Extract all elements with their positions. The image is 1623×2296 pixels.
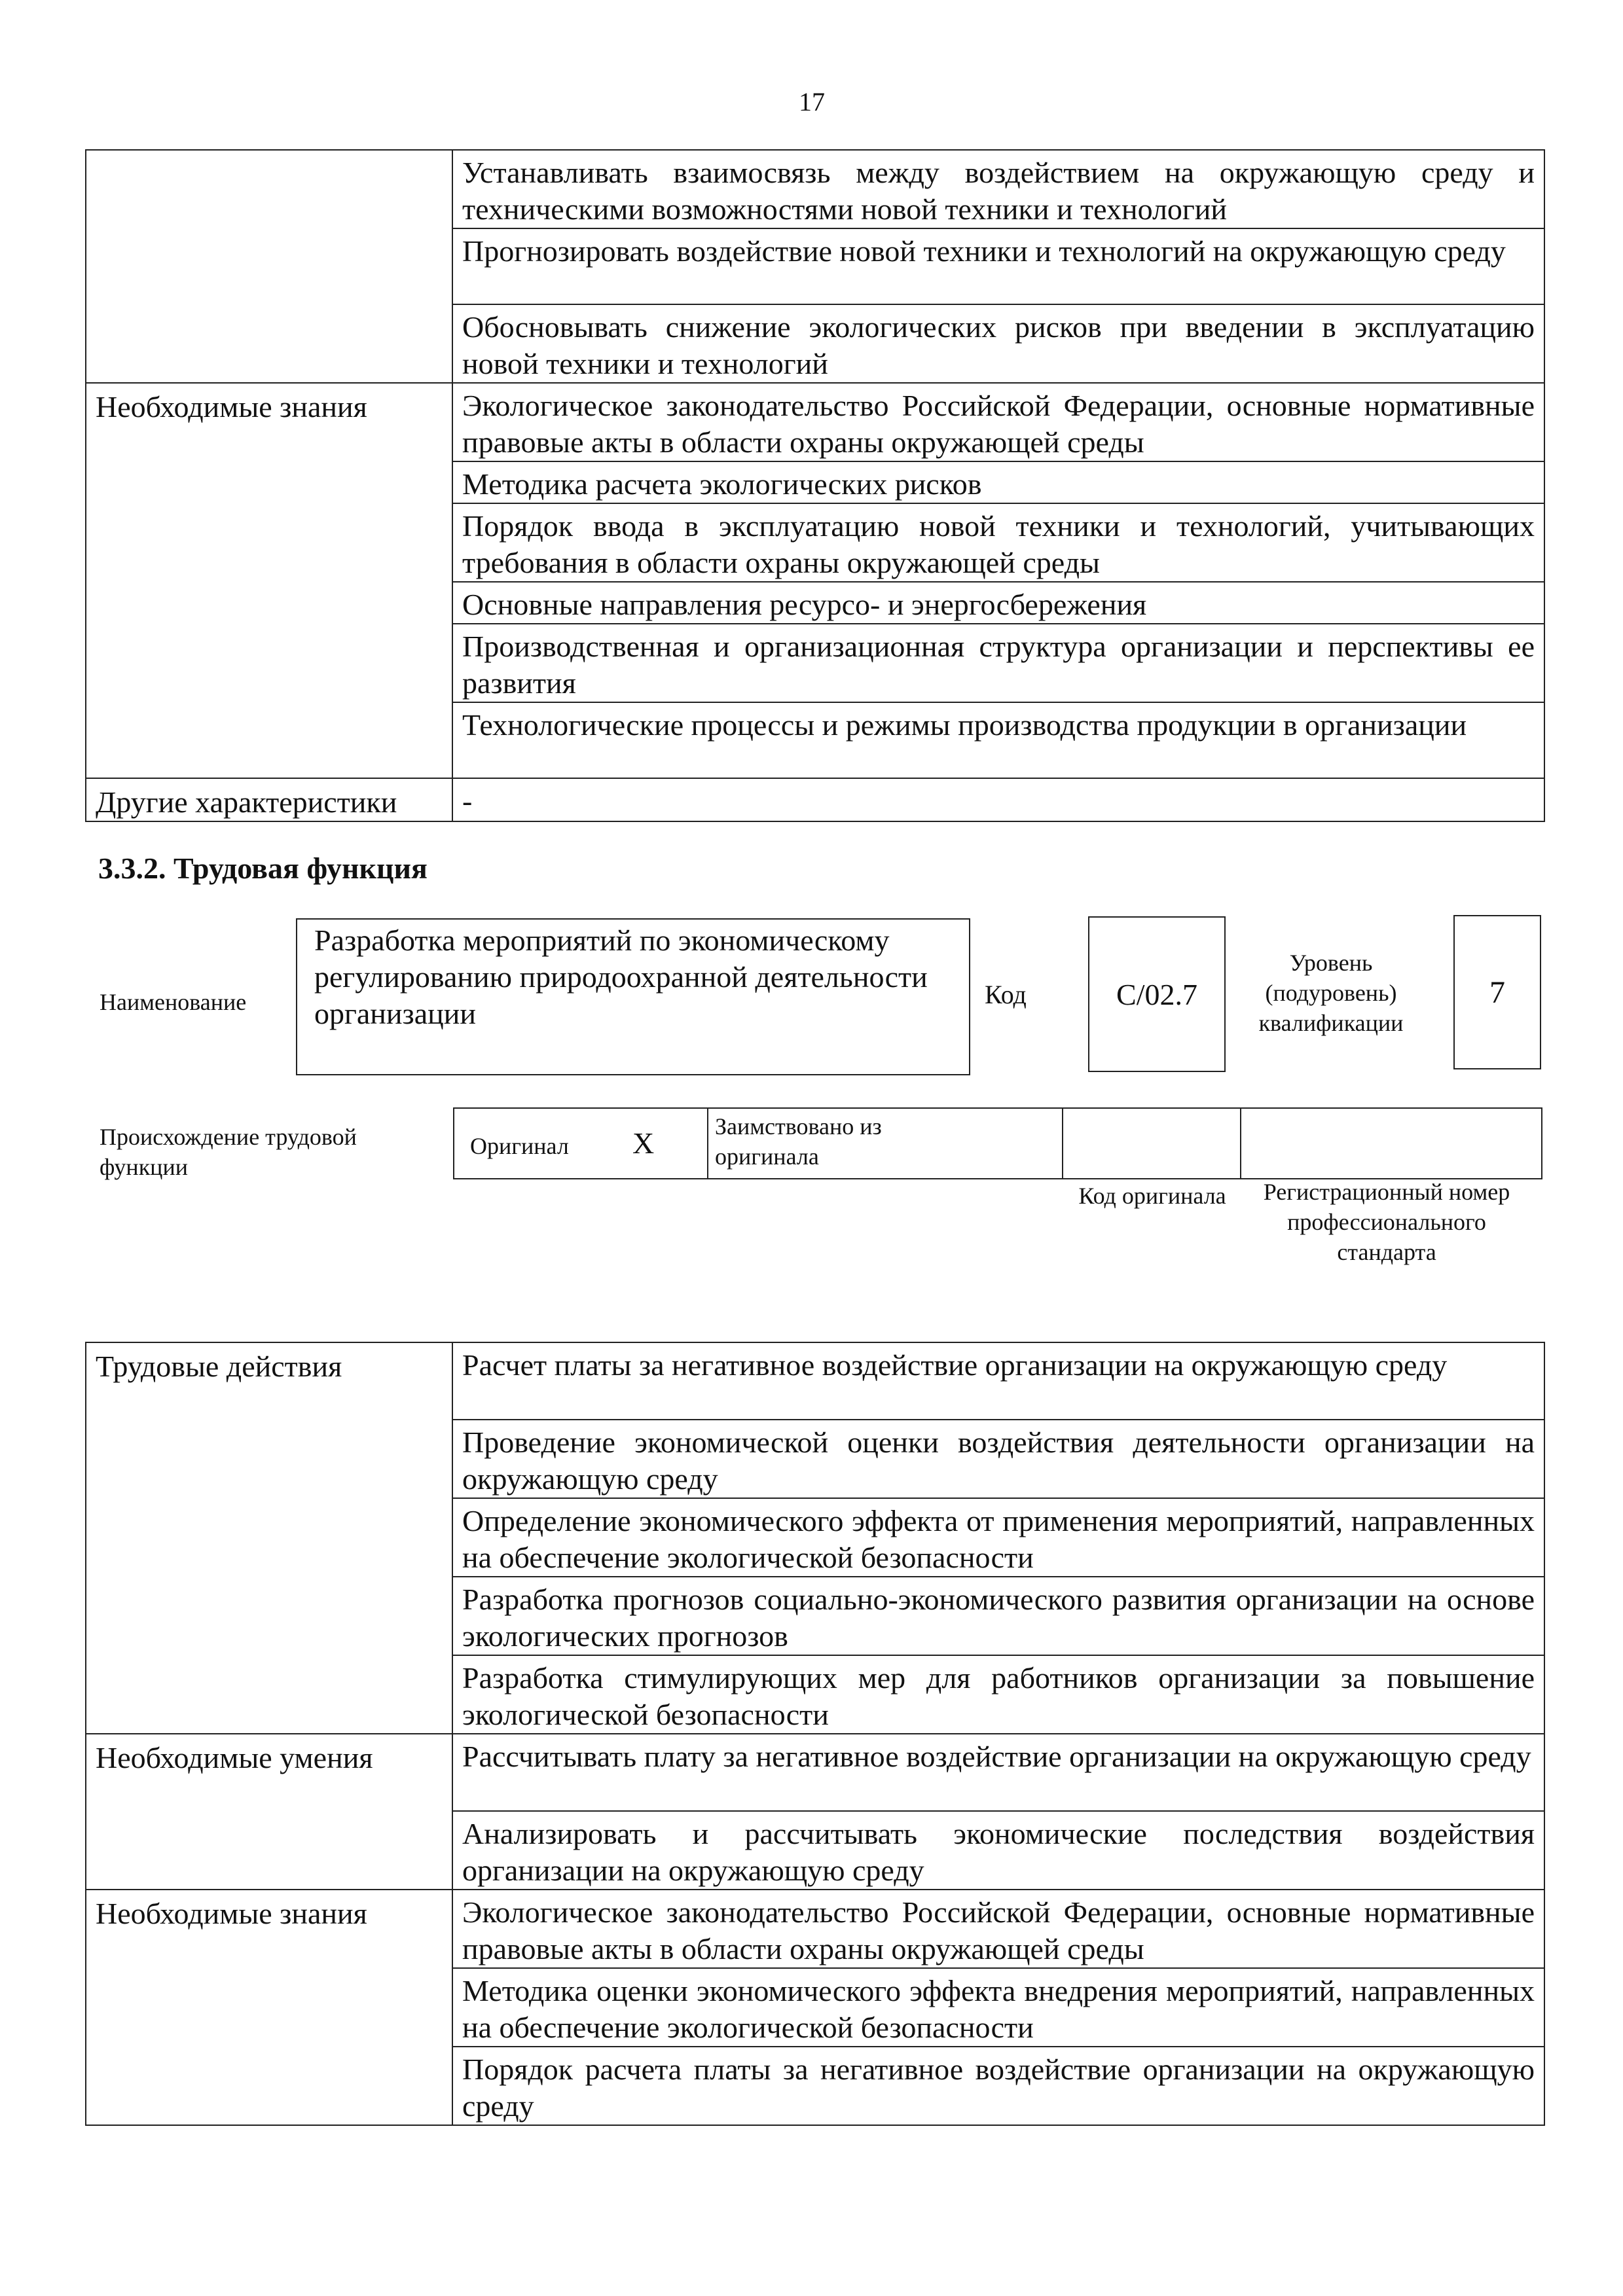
- row-label: [86, 150, 452, 383]
- table-cell: Экологическое законодательство Российской Федерации, основные нормативные правовые акты в области охраны окружающей среды: [452, 1890, 1544, 1968]
- table-cell: Порядок расчета платы за негативное воздействие организации на окружающую среду: [452, 2047, 1544, 2125]
- table-cell: Обосновывать снижение экологических рисков при введении в эксплуатацию новой техники и технологий: [452, 304, 1544, 383]
- table-cell: Определение экономического эффекта от применения мероприятий, направленных на обеспечение экологической безопасности: [452, 1498, 1544, 1577]
- table-cell: Устанавливать взаимосвязь между воздействием на окружающую среду и техническими возможностями новой техники и технологий: [452, 150, 1544, 228]
- level-value: 7: [1489, 975, 1505, 1010]
- skills-knowledge-table: [85, 149, 1545, 822]
- row-label: Необходимые умения: [86, 1734, 452, 1890]
- original-code-cell: [1062, 1109, 1241, 1178]
- table-cell: Анализировать и рассчитывать экономические последствия воздействия организации на окружающую среду: [452, 1811, 1544, 1890]
- name-label: Наименование: [100, 989, 247, 1015]
- level-box: [1453, 915, 1541, 1069]
- row-label: Трудовые действия: [86, 1342, 452, 1734]
- original-label: Оригинал: [470, 1133, 569, 1159]
- original-mark: X: [632, 1126, 655, 1160]
- table-cell: Разработка стимулирующих мер для работников организации за повышение экологической безопасности: [452, 1655, 1544, 1734]
- table-cell: Технологические процессы и режимы производства продукции в организации: [452, 702, 1544, 778]
- reg-caption: Регистрационный номер профессионального стандарта: [1263, 1179, 1510, 1265]
- table-cell: Прогнозировать воздействие новой техники и технологий на окружающую среду: [452, 228, 1544, 304]
- table-cell: Производственная и организационная структура организации и перспективы ее развития: [452, 624, 1544, 702]
- code-caption: Код оригинала: [1078, 1183, 1226, 1209]
- table-cell: Расчет платы за негативное воздействие организации на окружающую среду: [452, 1342, 1544, 1420]
- row-label: Необходимые знания: [86, 383, 452, 778]
- function-name-box: [296, 918, 970, 1075]
- original-cell: [454, 1109, 708, 1178]
- labor-actions-table: [85, 1342, 1545, 2126]
- level-label: Уровень (подуровень) квалификации: [1258, 950, 1404, 1036]
- code-value: C/02.7: [1116, 977, 1197, 1011]
- origin-label: Происхождение трудовой функции: [100, 1124, 357, 1180]
- table-cell: -: [452, 778, 1544, 821]
- row-label: Другие характеристики: [86, 778, 452, 821]
- table-cell: Методика оценки экономического эффекта внедрения мероприятий, направленных на обеспечение экологической безопасности: [452, 1968, 1544, 2047]
- code-label: Код: [985, 980, 1027, 1009]
- table-cell: Проведение экономической оценки воздействия деятельности организации на окружающую среду: [452, 1420, 1544, 1498]
- function-name: Разработка мероприятий по экономическому регулированию природоохранной деятельности организации: [314, 924, 928, 1030]
- origin-row: [453, 1107, 1542, 1179]
- table-cell: Рассчитывать плату за негативное воздействие организации на окружающую среду: [452, 1734, 1544, 1811]
- table-cell: Методика расчета экологических рисков: [452, 461, 1544, 503]
- borrowed-label: Заимствовано из оригинала: [715, 1113, 882, 1170]
- table-cell: Основные направления ресурсо- и энергосбережения: [452, 582, 1544, 624]
- table-cell: Разработка прогнозов социально-экономического развития организации на основе экологических прогнозов: [452, 1577, 1544, 1655]
- row-label: Необходимые знания: [86, 1890, 452, 2125]
- page-number: 17: [799, 87, 825, 117]
- table-cell: Порядок ввода в эксплуатацию новой техники и технологий, учитывающих требования в области охраны окружающей среды: [452, 503, 1544, 582]
- section-title: 3.3.2. Трудовая функция: [98, 852, 428, 885]
- code-box: [1088, 916, 1226, 1072]
- table-cell: Экологическое законодательство Российской Федерации, основные нормативные правовые акты в области охраны окружающей среды: [452, 383, 1544, 461]
